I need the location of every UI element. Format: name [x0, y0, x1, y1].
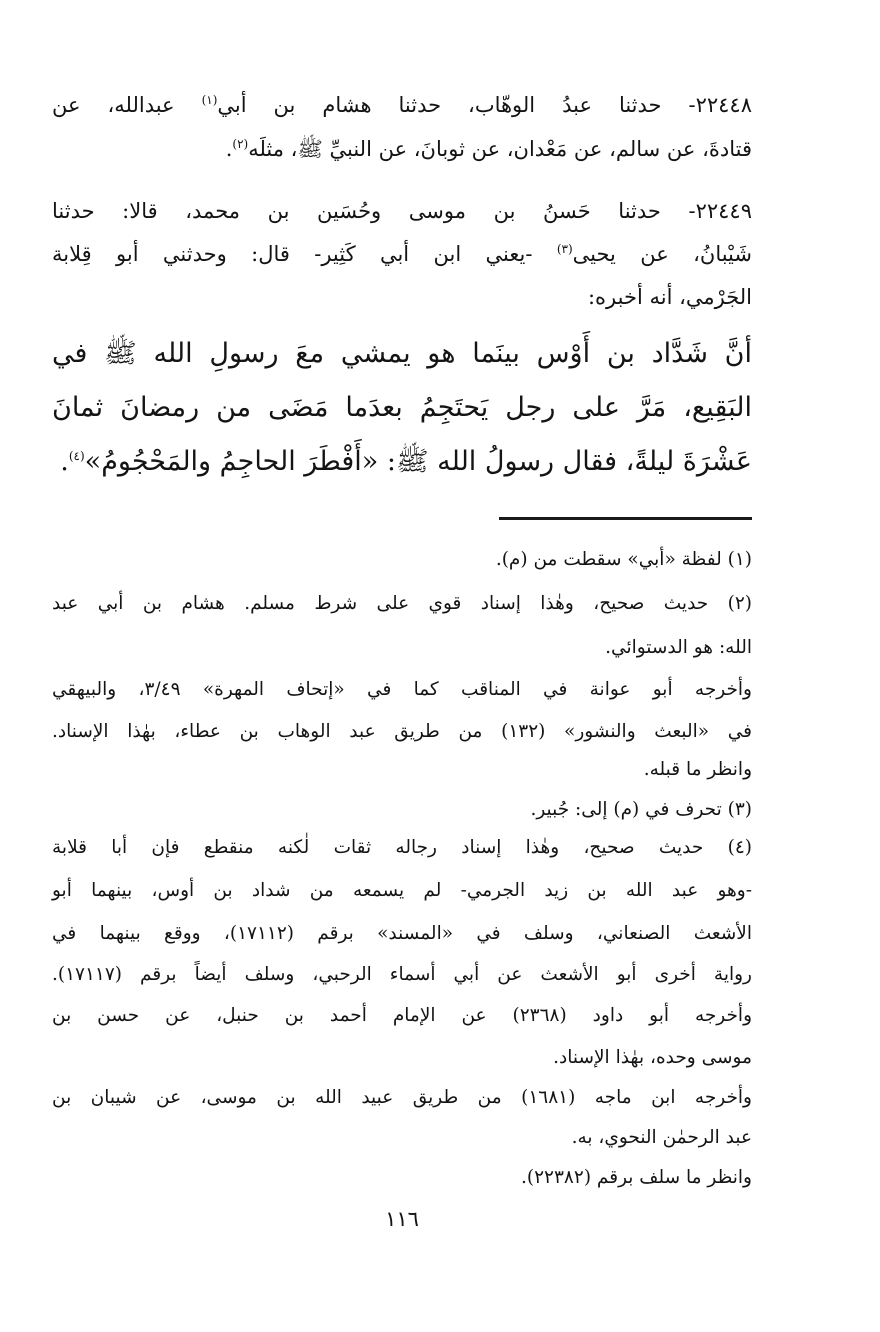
footnote-4-line-3: الأشعث الصنعاني، وسلف في «المسند» برقم (١٧١١٢)، ووقع بينهما في [52, 923, 752, 944]
footnote-4-line-6: موسى وحده، بهٰذا الإسناد. [553, 1047, 752, 1068]
footnote-separator [499, 517, 752, 520]
footnote-2-line-1: (٢) حديث صحيح، وهٰذا إسناد قوي على شرط مسلم. هشام بن أبي عبد [52, 593, 752, 614]
footnote-4-line-9: وانظر ما سلف برقم (٢٢٣٨٢). [521, 1167, 752, 1188]
hadith-2448-line-1: ٢٢٤٤٨- حدثنا عبدُ الوهّاب، حدثنا هشام بن أبي$^{(١)}$ عبدالله، عن [52, 93, 752, 117]
footnote-4-line-2: -وهو عبد الله بن زيد الجرمي- لم يسمعه من شداد بن أوس، بينهما أبو [52, 880, 752, 901]
hadith-2449-matn-line-1: أنَّ شَدَّاد بن أَوْس بينَما هو يمشي معَ رسولِ الله ﷺ في [52, 338, 752, 369]
hadith-2449-matn-line-3: عَشْرَةَ ليلةً، فقال رسولُ الله ﷺ: «أَفْطَرَ الحاجِمُ والمَحْجُومُ»$^{(٤)}$. [60, 446, 752, 477]
footnote-2-line-4: في «البعث والنشور» (١٣٢) من طريق عبد الوهاب بن عطاء، بهٰذا الإسناد. [52, 721, 752, 742]
footnote-ref: (٣) [556, 242, 573, 256]
footnote-3: (٣) تحرف في (م) إلى: جُبير. [530, 799, 752, 820]
footnote-2-line-3: وأخرجه أبو عوانة في المناقب كما في «إتحاف المهرة» ٣/٤٩، والبيهقي [52, 679, 752, 700]
footnote-2-line-5: وانظر ما قبله. [643, 759, 752, 780]
hadith-2449-line-3: الجَرْمي، أنه أخبره: [587, 285, 752, 309]
footnote-4-line-1: (٤) حديث صحيح، وهٰذا إسناد رجاله ثقات لٰكنه منقطع فإن أبا قلابة [52, 837, 752, 858]
footnote-1: (١) لفظة «أبي» سقطت من (م). [495, 549, 752, 570]
footnote-ref: (١) [201, 93, 218, 107]
footnote-ref: (٢) [232, 137, 249, 151]
footnote-4-line-5: وأخرجه أبو داود (٢٣٦٨) عن الإمام أحمد بن حنبل، عن حسن بن [52, 1005, 753, 1026]
hadith-2449-line-2: شَيْبانُ، عن يحيى$^{(٣)}$ -يعني ابن أبي كَثِير- قال: وحدثني أبو قِلابة [52, 242, 752, 266]
footnote-2-line-2: الله: هو الدستوائي. [605, 637, 752, 658]
hadith-2449-line-1: ٢٢٤٤٩- حدثنا حَسنُ بن موسى وحُسَين بن محمد، قالا: حدثنا [52, 199, 752, 223]
footnote-4-line-8: عبد الرحمٰن النحوي، به. [571, 1127, 752, 1148]
footnote-ref: (٤) [68, 449, 85, 463]
page [52, 0, 752, 1332]
footnote-4-line-7: وأخرجه ابن ماجه (١٦٨١) من طريق عبيد الله بن موسى، عن شيبان بن [52, 1087, 752, 1108]
footnote-4-line-4: رواية أخرى أبو الأشعث عن أبي أسماء الرحبي، وسلف أيضاً برقم (١٧١١٧). [52, 964, 752, 985]
hadith-2449-matn-line-2: البَقِيع، مَرَّ على رجل يَحتَجِمُ بعدَما مَضَى من رمضانَ ثمانَ [52, 392, 752, 423]
page-number: ١١٦ [385, 1207, 419, 1231]
hadith-2448-line-2: قتادةَ، عن سالم، عن مَعْدان، عن ثوبانَ، عن النبيِّ ﷺ، مثلَه$^{(٢)}$. [225, 137, 752, 161]
